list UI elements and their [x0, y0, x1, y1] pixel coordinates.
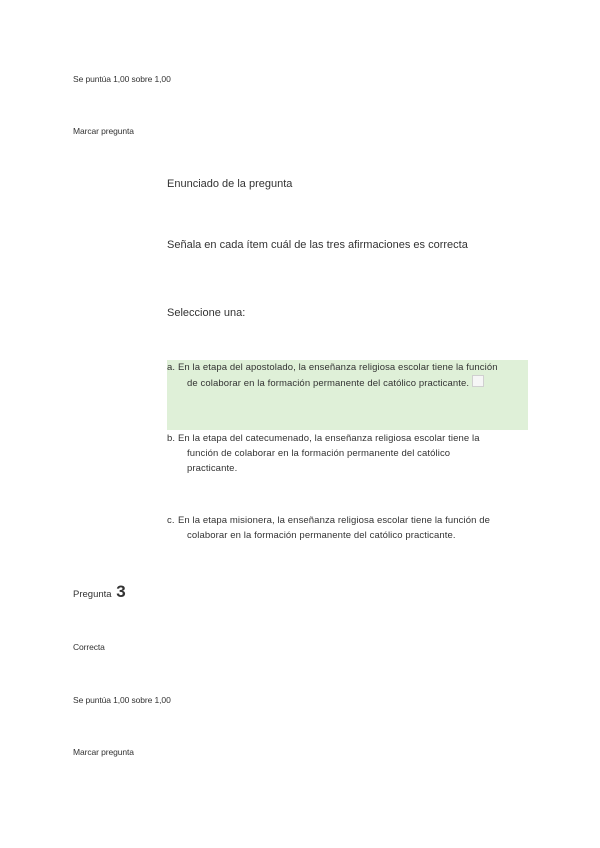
grade-info: Se puntúa 1,00 sobre 1,00 [73, 74, 171, 84]
option-text-line: colaborar en la formación permanente del católico practicante. [187, 530, 456, 541]
question-label: Pregunta [73, 589, 112, 600]
answer-option-b[interactable] [167, 431, 528, 476]
question-prompt: Señala en cada ítem cuál de las tres afirmaciones es correcta [167, 239, 468, 251]
correct-check-icon [472, 375, 484, 387]
option-letter: b. [167, 433, 176, 444]
option-text-line: practicante. [187, 463, 238, 474]
option-text-line: de colaborar en la formación permanente del católico practicante. [187, 378, 470, 389]
flag-question-link[interactable]: Marcar pregunta [73, 126, 134, 136]
answer-option-c[interactable] [167, 513, 528, 543]
grade-info: Se puntúa 1,00 sobre 1,00 [73, 695, 171, 705]
select-one-label: Seleccione una: [167, 307, 246, 319]
question-number: 3 [116, 582, 126, 601]
question-state: Correcta [73, 642, 105, 652]
answer-option-a[interactable] [167, 360, 528, 430]
option-text-line: En la etapa del apostolado, la enseñanza religiosa escolar tiene la función [178, 362, 498, 373]
flag-question-link[interactable]: Marcar pregunta [73, 747, 134, 757]
option-text-line: En la etapa del catecumenado, la enseñanza religiosa escolar tiene la [178, 433, 480, 444]
option-text-line: función de colaborar en la formación permanente del católico [187, 448, 451, 459]
question-number-heading [73, 582, 126, 602]
question-statement-heading: Enunciado de la pregunta [167, 178, 293, 190]
option-text-line: En la etapa misionera, la enseñanza religiosa escolar tiene la función de [178, 515, 491, 526]
option-letter: c. [167, 515, 175, 526]
option-letter: a. [167, 362, 176, 373]
